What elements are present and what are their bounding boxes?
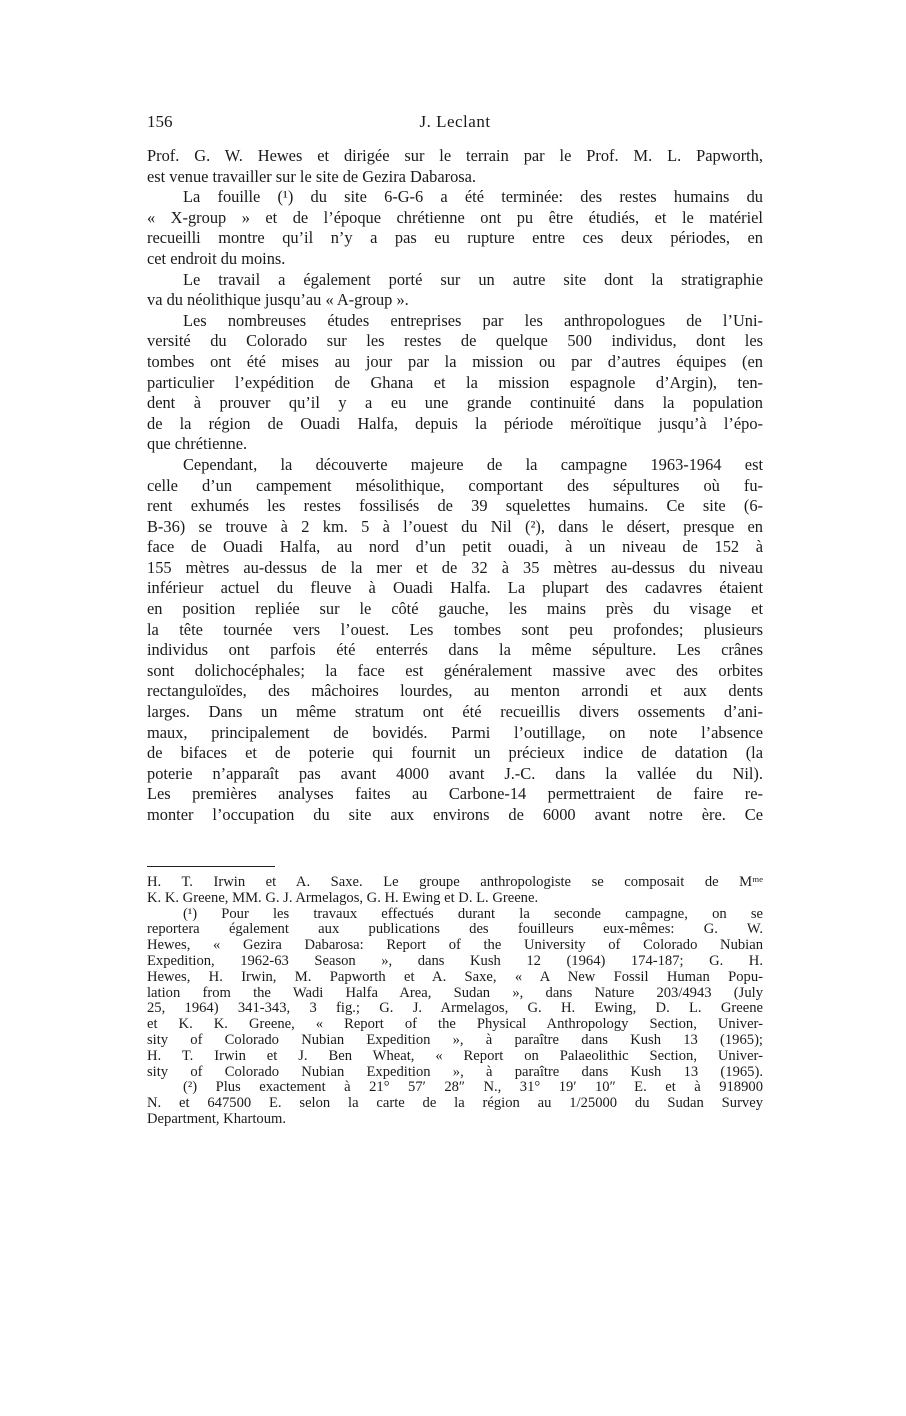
- body-line: cet endroit du moins.: [147, 248, 286, 268]
- footnote-line: sity of Colorado Nubian Expedition », à paraître dans Kush 13 (1965);: [147, 1031, 763, 1048]
- body-line: poterie n’apparaît pas avant 4000 avant J.-C. dans la vallée du Nil).: [147, 763, 763, 783]
- body-line: en position repliée sur le côté gauche, les mains près du visage et: [147, 599, 763, 619]
- body-line: individus ont parfois été enterrés dans la même sépulture. Les crânes: [147, 640, 763, 660]
- body-line: particulier l’expédition de Ghana et la mission espagnole d’Argin), ten-: [147, 372, 763, 392]
- body-line: Le travail a également porté sur un autre site dont la stratigraphie: [183, 269, 763, 289]
- body-line: Cependant, la découverte majeure de la campagne 1963-1964 est: [183, 454, 763, 474]
- footnote-line: K. K. Greene, MM. G. J. Armelagos, G. H. Ewing et D. L. Greene.: [147, 889, 539, 906]
- footnote-line: Department, Khartoum.: [147, 1110, 287, 1127]
- body-line: est venue travailler sur le site de Gezira Dabarosa.: [147, 166, 477, 186]
- body-line: larges. Dans un même stratum ont été recueillis divers ossements d’ani-: [147, 702, 763, 722]
- body-line: que chrétienne.: [147, 434, 248, 454]
- body-line: rectanguloïdes, des mâchoires lourdes, au menton arrondi et aux dents: [147, 681, 763, 701]
- body-line: Prof. G. W. Hewes et dirigée sur le terrain par le Prof. M. L. Papworth,: [147, 146, 763, 165]
- body-line: 155 mètres au-dessus de la mer et de 32 à 35 mètres au-dessus du niveau: [147, 557, 763, 577]
- footnote-line: (¹) Pour les travaux effectués durant la seconde campagne, on se: [183, 905, 763, 922]
- footnote-line: Hewes, H. Irwin, M. Papworth et A. Saxe, « A New Fossil Human Popu-: [147, 968, 763, 985]
- body-line: versité du Colorado sur les restes de quelque 500 individus, dont les: [147, 331, 763, 351]
- body-line: sont dolichocéphales; la face est généralement massive avec des orbites: [147, 660, 763, 680]
- footnote-line: Hewes, « Gezira Dabarosa: Report of the University of Colorado Nubian: [147, 937, 763, 954]
- body-line: celle d’un campement mésolithique, comportant des sépultures où fu-: [147, 475, 763, 495]
- body-line: face de Ouadi Halfa, au nord d’un petit ouadi, à un niveau de 152 à: [147, 537, 763, 557]
- body-text: [147, 146, 763, 826]
- body-line: B-36) se trouve à 2 km. 5 à l’ouest du Nil (²), dans le désert, presque en: [147, 516, 763, 536]
- footnote-line: Expedition, 1962-63 Season », dans Kush 12 (1964) 174-187; G. H.: [147, 952, 763, 969]
- footnote-line: H. T. Irwin et J. Ben Wheat, « Report on Palaeolithic Section, Univer-: [147, 1047, 763, 1064]
- body-line: Les premières analyses faites au Carbone-14 permettraient de faire re-: [147, 784, 763, 804]
- body-line: recueilli montre qu’il n’y a pas eu rupture entre ces deux périodes, en: [147, 228, 763, 248]
- footnote-line: 25, 1964) 341-343, 3 fig.; G. J. Armelagos, G. H. Ewing, D. L. Greene: [147, 1000, 763, 1017]
- body-line: « X-group » et de l’époque chrétienne ont pu être étudiés, et le matériel: [147, 207, 763, 227]
- running-head: J. Leclant: [419, 112, 491, 131]
- body-line: de bifaces et de poterie qui fournit un précieux indice de datation (la: [147, 743, 763, 763]
- footnote-line: lation from the Wadi Halfa Area, Sudan », dans Nature 203/4943 (July: [147, 984, 763, 1001]
- body-line: dent à prouver qu’il y a eu une grande continuité dans la population: [147, 393, 763, 413]
- footnote-line: et K. K. Greene, « Report of the Physical Anthropology Section, Univer-: [147, 1016, 763, 1033]
- body-line: Les nombreuses études entreprises par les anthropologues de l’Uni-: [183, 310, 763, 330]
- body-line: inférieur actuel du fleuve à Ouadi Halfa. La plupart des cadavres étaient: [147, 578, 763, 598]
- body-line: va du néolithique jusqu’au « A-group ».: [147, 290, 409, 310]
- body-line: la tête tournée vers l’ouest. Les tombes sont peu profondes; plusieurs: [147, 619, 763, 639]
- footnote-line: reportera également aux publications des fouilleurs eux-mêmes: G. W.: [147, 921, 763, 938]
- footnote-line: H. T. Irwin et A. Saxe. Le groupe anthropologiste se composait de Mᵐᵉ: [147, 874, 763, 890]
- footnote-line: (²) Plus exactement à 21° 57′ 28″ N., 31° 19′ 10″ E. et à 918900: [183, 1079, 763, 1096]
- body-line: maux, principalement de bovidés. Parmi l’outillage, on note l’absence: [147, 722, 763, 742]
- page-header: [147, 112, 763, 136]
- body-line: monter l’occupation du site aux environs de 6000 avant notre ère. Ce: [147, 805, 763, 824]
- footnotes: [147, 875, 763, 1128]
- body-line: rent exhumés les restes fossilisés de 39 squelettes humains. Ce site (6-: [147, 496, 763, 516]
- footnote-line: sity of Colorado Nubian Expedition », à paraître dans Kush 13 (1965).: [147, 1063, 763, 1080]
- page-number: 156: [147, 112, 173, 131]
- body-line: La fouille (¹) du site 6-G-6 a été terminée: des restes humains du: [183, 187, 763, 207]
- footnote-line: N. et 647500 E. selon la carte de la région au 1/25000 du Sudan Survey: [147, 1095, 763, 1112]
- body-line: de la région de Ouadi Halfa, depuis la période méroïtique jusqu’à l’épo-: [147, 413, 763, 433]
- body-line: tombes ont été mises au jour par la mission ou par d’autres équipes (en: [147, 351, 763, 371]
- footnote-rule: [147, 866, 275, 867]
